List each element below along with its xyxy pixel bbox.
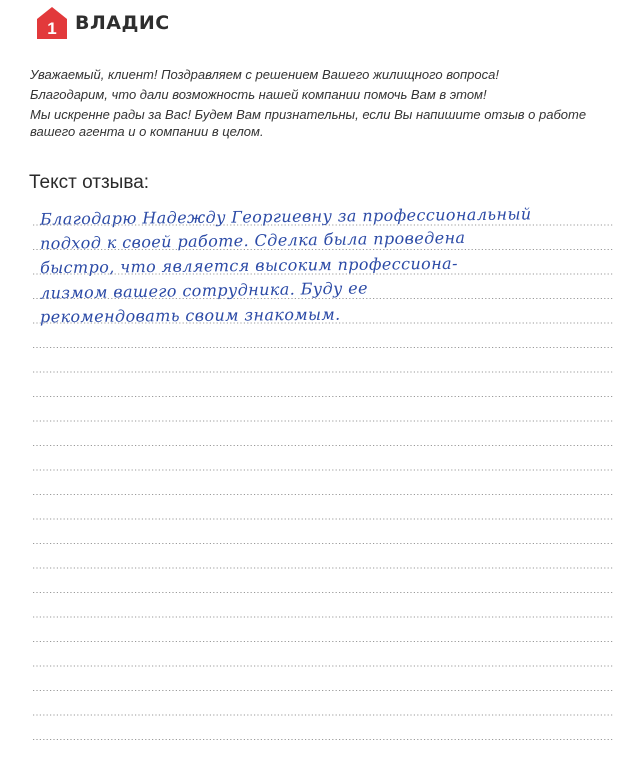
handwritten-line: лизмом вашего сотрудника. Буду ее — [39, 278, 369, 303]
handwritten-line: рекомендовать своим знакомым. — [39, 304, 341, 327]
handwritten-line: Благодарю Надежду Георгиевну за профессиональный — [39, 204, 532, 229]
request-line: Мы искренне рады за Вас! Будем Вам признательны, если Вы напишите отзыв о работе вашего агента и о компании в целом. — [30, 107, 587, 139]
greeting-line: Уважаемый, клиент! Поздравляем с решением Вашего жилищного вопроса! — [30, 67, 499, 82]
review-heading: Текст отзыва: — [29, 172, 150, 193]
handwritten-line: подход к своей работе. Сделка была проведена — [39, 228, 466, 253]
thanks-line: Благодарим, что дали возможность нашей компании помочь Вам в этом! — [30, 87, 487, 102]
logo-number: 1 — [47, 19, 57, 38]
brand-name: ВЛАДИС — [75, 12, 170, 34]
handwritten-line: быстро, что является высоким профессиона- — [39, 253, 458, 278]
